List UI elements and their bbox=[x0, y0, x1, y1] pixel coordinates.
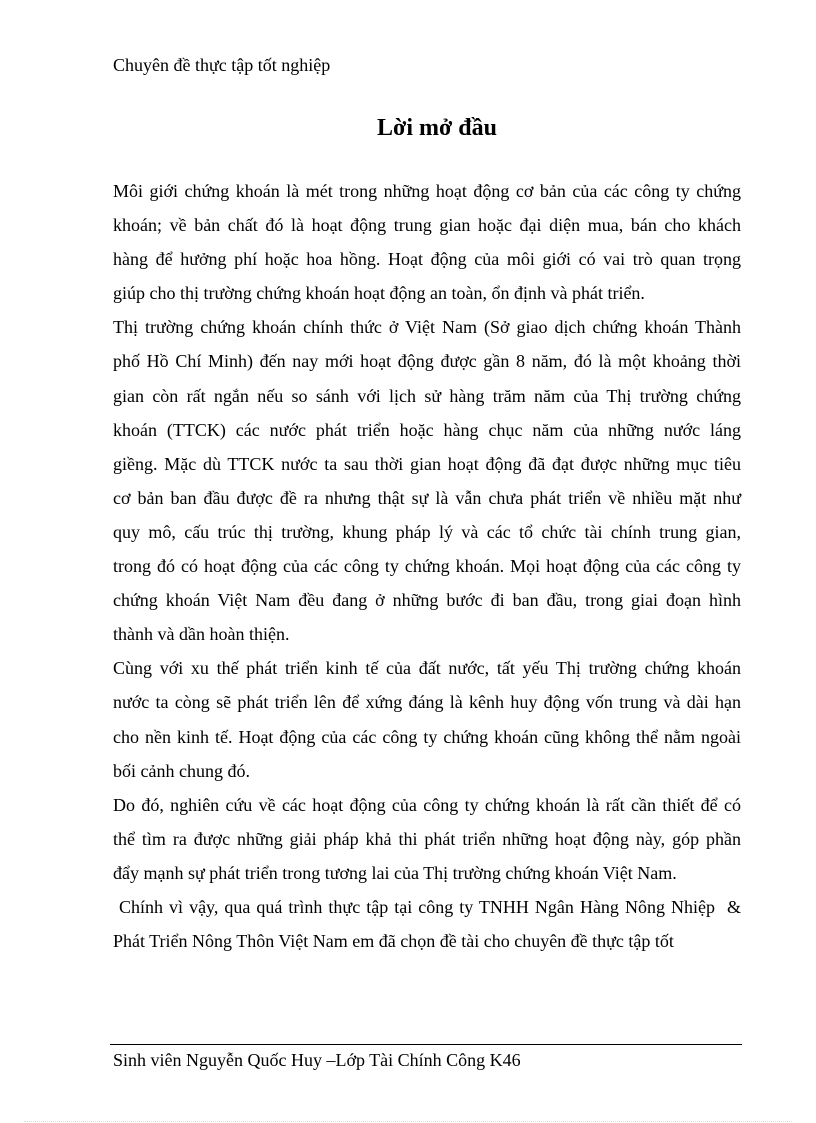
text-line: Chính vì vậy, qua quá trình thực tập tại công ty TNHH Ngân Hàng Nông Nhiệp & bbox=[113, 896, 741, 917]
paragraph bbox=[113, 177, 741, 313]
text-line: Thị trường chứng khoán chính thức ở Việt Nam (Sở giao dịch chứng khoán Thành bbox=[113, 317, 741, 338]
paragraph bbox=[113, 313, 741, 654]
text-line: gian còn rất ngắn nếu so sánh với lịch sử hàng trăm năm của Thị trường chứng bbox=[113, 385, 741, 406]
text-line: chứng khoán Việt Nam đều đang ở những bước đi ban đầu, trong giai đoạn hình bbox=[113, 590, 741, 611]
footer-divider bbox=[110, 1044, 742, 1045]
text-line: Cùng với xu thế phát triển kinh tế của đất nước, tất yếu Thị trường chứng khoán bbox=[113, 658, 741, 679]
text-line: khoán; về bản chất đó là hoạt động trung gian hoặc đại diện mua, bán cho khách bbox=[113, 215, 741, 236]
text-line: quy mô, cấu trúc thị trường, khung pháp lý và các tổ chức tài chính trung gian, bbox=[113, 521, 741, 542]
text-line: giềng. Mặc dù TTCK nước ta sau thời gian hoạt động đã đạt được những mục tiêu bbox=[113, 453, 741, 474]
paragraph bbox=[113, 893, 741, 961]
text-line: bối cảnh chung đó. bbox=[113, 760, 250, 781]
text-line: đẩy mạnh sự phát triển trong tương lai của Thị trường chứng khoán Việt Nam. bbox=[113, 862, 677, 883]
text-line: trong đó có hoạt động của các công ty chứng khoán. Mọi hoạt động của các công ty bbox=[113, 556, 741, 577]
page-title: Lời mở đầu bbox=[377, 115, 497, 141]
running-footer: Sinh viên Nguyễn Quốc Huy –Lớp Tài Chính Công K46 bbox=[113, 1050, 521, 1070]
text-line: thành và dần hoàn thiện. bbox=[113, 624, 290, 645]
text-line: giúp cho thị trường chứng khoán hoạt động an toàn, ổn định và phát triển. bbox=[113, 283, 645, 304]
text-line: nước ta còng sẽ phát triển lên để xứng đáng là kênh huy động vốn trung và dài hạn bbox=[113, 692, 741, 713]
text-line: Phát Triển Nông Thôn Việt Nam em đã chọn đề tài cho chuyên đề thực tập tốt bbox=[113, 931, 674, 952]
text-line: hàng để hưởng phí hoặc hoa hồng. Hoạt động của môi giới có vai trò quan trọng bbox=[113, 249, 741, 270]
text-line: khoán (TTCK) các nước phát triển hoặc hàng chục năm của những nước láng bbox=[113, 419, 741, 440]
document-body bbox=[113, 177, 741, 961]
running-header: Chuyên đề thực tập tốt nghiệp bbox=[113, 55, 331, 75]
text-line: cơ bản ban đầu được đề ra nhưng thật sự là vẫn chưa phát triển về nhiều mặt như bbox=[113, 487, 741, 508]
text-line: cho nền kinh tế. Hoạt động của các công ty chứng khoán cũng không thể nằm ngoài bbox=[113, 726, 741, 747]
text-line: Môi giới chứng khoán là mét trong những hoạt động cơ bản của các công ty chứng bbox=[113, 181, 741, 201]
page-edge-dots bbox=[24, 1121, 792, 1122]
paragraph bbox=[113, 654, 741, 790]
text-line: Do đó, nghiên cứu về các hoạt động của công ty chứng khoán là rất cần thiết để có bbox=[113, 794, 741, 815]
text-line: phố Hồ Chí Minh) đến nay mới hoạt động được gần 8 năm, đó là một khoảng thời bbox=[113, 351, 741, 372]
text-line: thể tìm ra được những giải pháp khả thi phát triển những hoạt động này, góp phần bbox=[113, 828, 741, 849]
paragraph bbox=[113, 791, 741, 893]
